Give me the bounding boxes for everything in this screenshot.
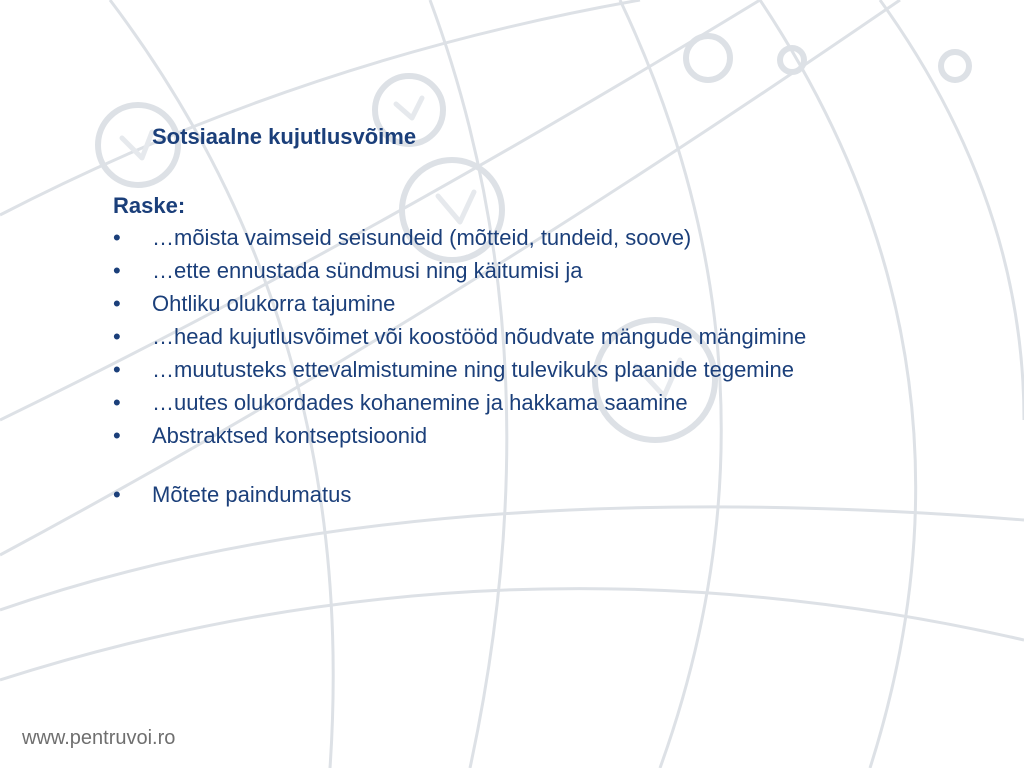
bullet-icon: • [113,258,121,283]
slide-title: Sotsiaalne kujutlusvõime [152,124,417,149]
list-item [113,291,883,317]
list-item [113,482,883,508]
list-item-text: …head kujutlusvõimet või koostööd nõudvate mängude mängimine [152,324,807,349]
bullet-icon: • [113,482,121,507]
bullet-icon: • [113,390,121,415]
list-item [113,258,883,284]
list-item [113,423,883,449]
list-item [113,225,883,251]
footer-url: www.pentruvoi.ro [22,727,176,749]
list-item [113,324,883,350]
list-item-text: Abstraktsed kontseptsioonid [152,423,428,448]
bullet-icon: • [113,291,121,316]
list-item-text: …muutusteks ettevalmistumine ning tulevikuks plaanide tegemine [152,357,794,382]
list-item-text: Mõtete paindumatus [152,482,352,507]
list-item-text: …uutes olukordades kohanemine ja hakkama saamine [152,390,688,415]
bullet-icon: • [113,324,121,349]
list-item-text: Ohtliku olukorra tajumine [152,291,396,316]
list-item [113,390,883,416]
list-item [113,357,883,383]
list-item-text: …mõista vaimseid seisundeid (mõtteid, tundeid, soove) [152,225,692,250]
list-item-text: …ette ennustada sündmusi ning käitumisi ja [152,258,583,283]
bullet-icon: • [113,357,121,382]
subheading: Raske: [113,193,186,218]
bullet-icon: • [113,423,121,448]
bullet-icon: • [113,225,121,250]
bullet-list [113,225,883,515]
